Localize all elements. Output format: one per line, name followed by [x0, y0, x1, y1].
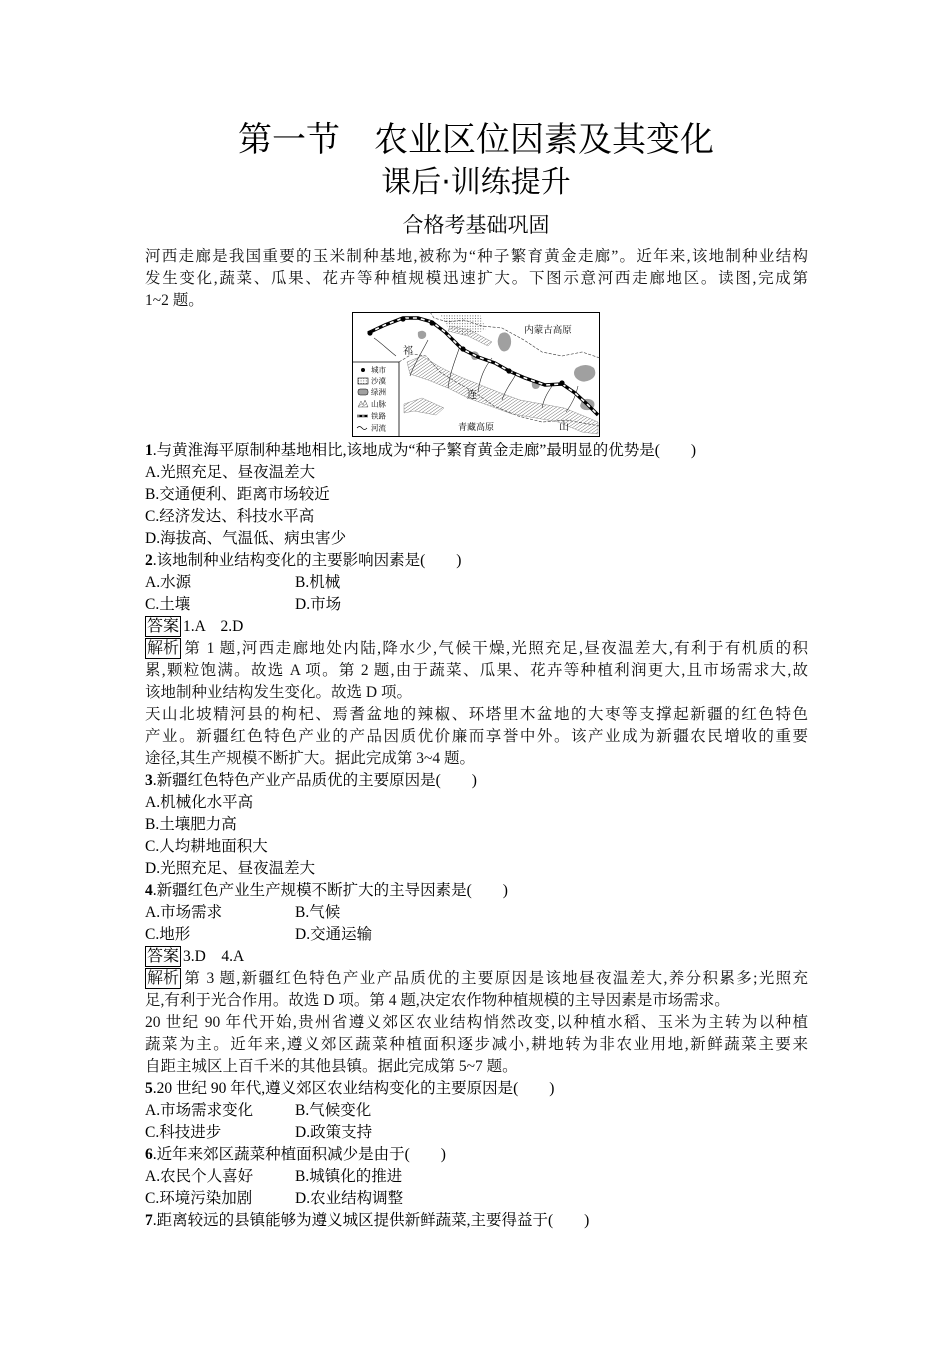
legend-item: 河流	[371, 423, 386, 433]
option-row	[145, 1166, 808, 1188]
question-5	[145, 1078, 808, 1144]
question-text: .新疆红色特色产业产品质优的主要原因是( )	[152, 772, 477, 789]
option-row	[145, 1100, 808, 1122]
option-a: A.光照充足、昼夜温差大	[145, 464, 316, 481]
map-label: 山	[559, 422, 569, 433]
option-c: C.科技进步	[145, 1124, 222, 1141]
option-row	[145, 1188, 808, 1210]
option-d: D.政策支持	[295, 1124, 373, 1141]
option-b: B.气候	[295, 904, 341, 921]
text-line: 河西走廊是我国重要的玉米制种基地,被称为“种子繁育黄金走廊”。近年来,该地制种业结构	[145, 248, 808, 265]
option-d: D.农业结构调整	[295, 1190, 404, 1207]
option-d: D.海拔高、气温低、病虫害少	[145, 530, 347, 547]
question-number: 4	[145, 882, 153, 899]
analysis-label: 解析	[147, 968, 180, 987]
option-d: D.光照充足、昼夜温差大	[145, 860, 316, 877]
map-label: 祁	[403, 346, 413, 357]
analysis-line	[145, 968, 808, 990]
answer-line	[145, 616, 808, 638]
option-row	[145, 572, 808, 594]
analysis-line	[145, 638, 808, 660]
question-7	[145, 1210, 808, 1232]
option-a: A.市场需求	[145, 904, 223, 921]
map-label: 连	[467, 390, 477, 401]
option-row	[145, 1122, 808, 1144]
question-stem	[145, 550, 808, 572]
option-row	[145, 594, 808, 616]
option-d: D.市场	[295, 596, 342, 613]
option-c: C.经济发达、科技水平高	[145, 508, 315, 525]
question-2	[145, 550, 808, 616]
legend-item: 铁路	[371, 411, 386, 421]
question-text: .与黄淮海平原制种基地相比,该地成为“种子繁育黄金走廊”最明显的优势是( )	[152, 442, 697, 459]
legend-city-symbol	[361, 368, 365, 372]
option-a: A.水源	[145, 574, 192, 591]
analysis-line: 该地制种业结构发生变化。故选 D 项。	[145, 684, 412, 701]
option-b: B.交通便利、距离市场较近	[145, 486, 330, 503]
question-stem	[145, 1078, 808, 1100]
question-stem	[145, 770, 808, 792]
option-c: C.土壤	[145, 596, 191, 613]
option-b: B.机械	[295, 574, 341, 591]
text-line: 蔬菜为主。近年来,遵义郊区蔬菜种植面积逐步减小,耕地转为非农业用地,新鲜蔬菜主要来	[145, 1036, 808, 1053]
analysis-text: 第 1 题,河西走廊地处内陆,降水少,气候干燥,光照充足,昼夜温差大,有利于有机质的积	[183, 640, 808, 657]
question-stem	[145, 1144, 808, 1166]
question-text: .20 世纪 90 年代,遵义郊区农业结构变化的主要原因是( )	[152, 1080, 555, 1097]
material-paragraph-2	[145, 704, 808, 770]
map-figure	[352, 312, 600, 437]
analysis-line: 累,颗粒饱满。故选 A 项。第 2 题,由于蔬菜、瓜果、花卉等种植利润更大,且市场需求大,故	[145, 662, 808, 679]
analysis-label: 解析	[147, 638, 180, 657]
analysis-2	[145, 968, 808, 1012]
hexi-corridor-map	[145, 312, 808, 440]
page-title: 第一节 农业区位因素及其变化	[238, 120, 714, 160]
text-line: 产业。新疆红色特色产业的产品因质优价廉而享誉中外。该产业成为新疆农民增收的重要	[145, 728, 808, 745]
text-line: 天山北坡精河县的枸杞、焉耆盆地的辣椒、环塔里木盆地的大枣等支撑起新疆的红色特色	[145, 706, 808, 723]
question-number: 7	[145, 1212, 153, 1229]
exercise-content	[145, 246, 808, 1232]
option-b: B.土壤肥力高	[145, 816, 237, 833]
section-heading: 合格考基础巩固	[402, 213, 550, 237]
question-number: 1	[145, 442, 153, 459]
option-c: C.环境污染加剧	[145, 1190, 253, 1207]
question-number: 2	[145, 552, 153, 569]
option-a: A.农民个人喜好	[145, 1168, 254, 1185]
question-number: 6	[145, 1146, 153, 1163]
question-stem	[145, 440, 808, 462]
option-row	[145, 924, 808, 946]
question-6	[145, 1144, 808, 1210]
option-a: A.机械化水平高	[145, 794, 254, 811]
material-paragraph-3	[145, 1012, 808, 1078]
question-3	[145, 770, 808, 880]
question-text: .近年来郊区蔬菜种植面积减少是由于( )	[152, 1146, 446, 1163]
question-stem	[145, 880, 808, 902]
legend-item: 绿洲	[371, 387, 386, 397]
page-subtitle: 课后·训练提升	[381, 165, 571, 200]
option-a: A.市场需求变化	[145, 1102, 254, 1119]
question-number: 5	[145, 1080, 153, 1097]
text-line: 发生变化,蔬菜、瓜果、花卉等种植规模迅速扩大。下图示意河西走廊地区。读图,完成第	[145, 270, 808, 287]
option-row	[145, 902, 808, 924]
option-b: B.气候变化	[295, 1102, 372, 1119]
question-text: .距离较远的县镇能够为遵义城区提供新鲜蔬菜,主要得益于( )	[152, 1212, 590, 1229]
option-b: B.城镇化的推进	[295, 1168, 403, 1185]
legend-oasis-symbol	[358, 389, 368, 395]
analysis-text: 第 3 题,新疆红色特色产业产品质优的主要原因是该地昼夜温差大,养分积累多;光照充	[183, 970, 808, 987]
legend-item: 沙漠	[371, 376, 386, 386]
question-1	[145, 440, 808, 550]
option-c: C.人均耕地面积大	[145, 838, 268, 855]
legend-item: 城市	[371, 365, 386, 375]
analysis-line: 足,有利于光合作用。故选 D 项。第 4 题,决定农作物种植规模的主导因素是市场需求。	[145, 992, 730, 1009]
answer-label: 答案	[147, 616, 180, 635]
question-text: .该地制种业结构变化的主要影响因素是( )	[152, 552, 462, 569]
question-4	[145, 880, 808, 946]
material-paragraph-1	[145, 246, 808, 312]
text-line: 途径,其生产规模不断扩大。据此完成第 3~4 题。	[145, 750, 476, 767]
question-text: .新疆红色产业生产规模不断扩大的主导因素是( )	[152, 882, 508, 899]
question-stem	[145, 1210, 808, 1232]
answer-text: 1.A 2.D	[183, 618, 244, 635]
analysis-1	[145, 638, 808, 704]
answer-line	[145, 946, 808, 968]
answer-text: 3.D 4.A	[183, 948, 245, 965]
map-label: 内蒙古高原	[524, 325, 572, 336]
question-number: 3	[145, 772, 153, 789]
option-d: D.交通运输	[295, 926, 373, 943]
option-c: C.地形	[145, 926, 191, 943]
legend-desert-symbol	[358, 378, 368, 384]
text-line: 自距主城区上百千米的其他县镇。据此完成第 5~7 题。	[145, 1058, 518, 1075]
map-label: 青藏高原	[457, 423, 495, 433]
answer-label: 答案	[147, 946, 180, 965]
text-line: 20 世纪 90 年代开始,贵州省遵义郊区农业结构悄然改变,以种植水稻、玉米为主转为以种植	[145, 1014, 808, 1031]
text-line: 1~2 题。	[145, 292, 204, 309]
legend-item: 山脉	[371, 399, 386, 409]
